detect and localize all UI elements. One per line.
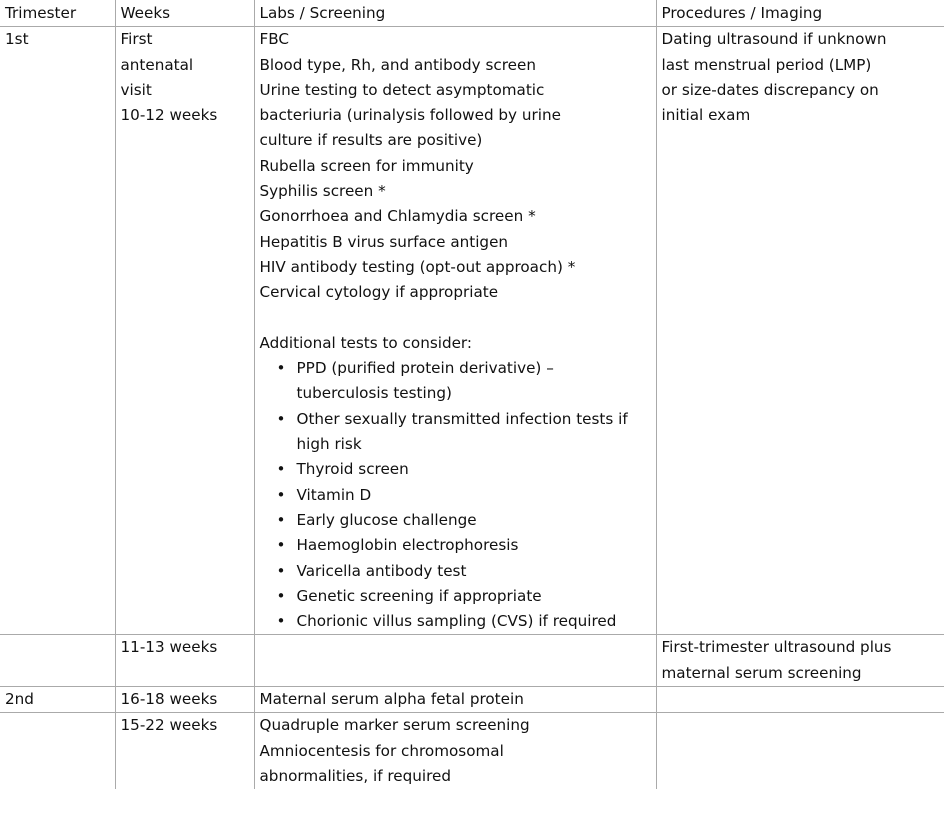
weeks-cell [115,27,254,635]
weeks-cell: 11-13 weeks [115,635,254,687]
procedure-line: initial exam [661,106,751,125]
procedure-line: or size-dates discrepancy on [661,80,879,99]
table-row [0,27,944,635]
lab-item: Cervical cytology if appropriate [259,283,499,302]
list-item: • PPD (purified protein derivative) – tuberculosis testing) [297,356,651,407]
lab-item: Rubella screen for immunity [259,156,474,175]
weeks-line: 10-12 weeks [120,106,218,125]
labs-cell [254,27,656,635]
procedure-line: last menstrual period (LMP) [661,55,872,74]
lab-item: Syphilis screen * [259,182,386,201]
lab-item: culture if results are positive) [259,131,483,150]
additional-tests-list [260,356,651,634]
table-row [0,687,944,713]
lab-item: Hepatitis B virus surface antigen [259,232,509,251]
lab-item: abnormalities, if required [259,766,451,785]
additional-tests-heading: Additional tests to consider: [259,333,473,352]
labs-cell [254,713,656,789]
trimester-cell [0,713,115,789]
labs-cell [254,635,656,687]
trimester-cell: 2nd [0,687,115,713]
list-item: • Chorionic villus sampling (CVS) if required [297,609,651,634]
header-labs: Labs / Screening [254,0,656,27]
procedures-cell [656,713,944,789]
lab-item: FBC [259,30,289,49]
weeks-cell: 16-18 weeks [115,687,254,713]
lab-item: Gonorrhoea and Chlamydia screen * [259,207,536,226]
header-weeks: Weeks [115,0,254,27]
procedures-cell [656,27,944,635]
spacer [260,306,651,331]
lab-item: Blood type, Rh, and antibody screen [259,55,536,74]
header-procedures: Procedures / Imaging [656,0,944,27]
lab-item: bacteriuria (urinalysis followed by urine [259,106,561,125]
lab-item: Urine testing to detect asymptomatic [259,80,545,99]
procedures-cell [656,687,944,713]
trimester-cell [0,635,115,687]
weeks-line: First [120,30,153,49]
header-trimester: Trimester [0,0,115,27]
weeks-line: visit [120,80,152,99]
procedure-line: First-trimester ultrasound plus [661,638,892,657]
list-item: • Genetic screening if appropriate [297,584,651,609]
lab-item: HIV antibody testing (opt-out approach) * [259,257,576,276]
weeks-cell: 15-22 weeks [115,713,254,789]
list-item: • Thyroid screen [297,457,651,482]
procedures-cell [656,635,944,687]
lab-item: Amniocentesis for chromosomal [259,741,504,760]
trimester-cell: 1st [0,27,115,635]
weeks-line: antenatal [120,55,194,74]
labs-cell [254,687,656,713]
table-row [0,635,944,687]
list-item: • Haemoglobin electrophoresis [297,533,651,558]
list-item: • Other sexually transmitted infection tests if high risk [297,407,651,458]
procedure-line: maternal serum screening [661,663,862,682]
list-item: • Varicella antibody test [297,559,651,584]
lab-item: Maternal serum alpha fetal protein [259,690,524,709]
procedure-line: Dating ultrasound if unknown [661,30,887,49]
header-row [0,0,944,27]
list-item: • Vitamin D [297,483,651,508]
table-row [0,713,944,789]
list-item: • Early glucose challenge [297,508,651,533]
lab-item: Quadruple marker serum screening [259,716,530,735]
